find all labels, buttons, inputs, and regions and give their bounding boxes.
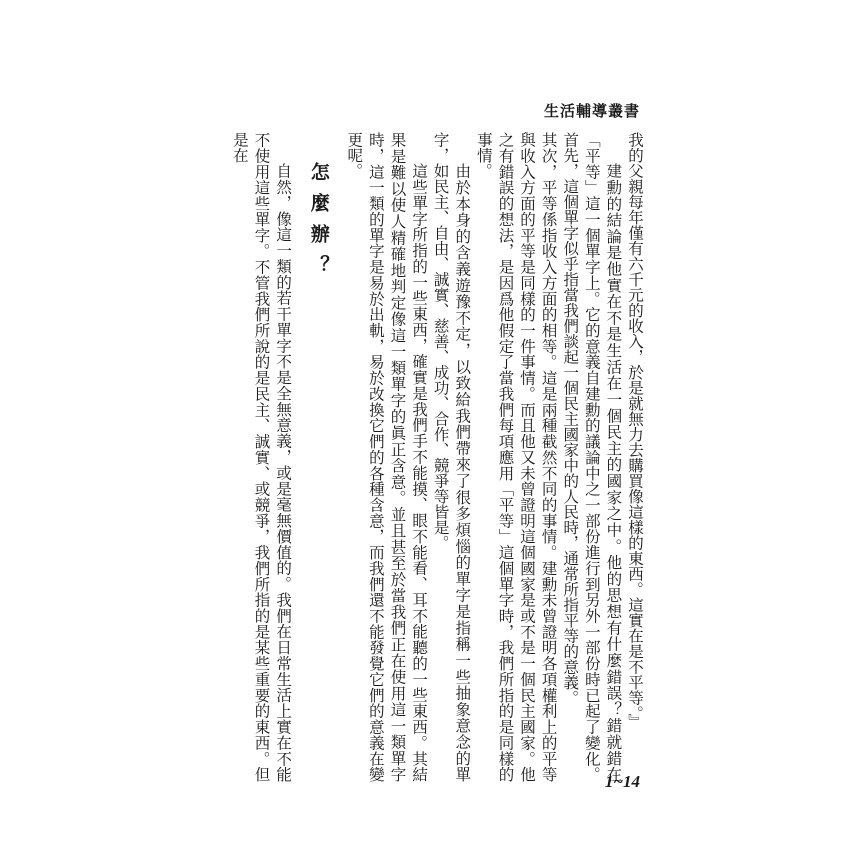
vertical-body-text bbox=[215, 132, 645, 782]
paragraph-5: 這些單字所指的一些東西，確實是我們手不能摸、眼不能看、耳不能聽的一些東西。其結果是難以使人精確地判定像這一類單字的眞正含意。並且甚至於當我們正在使用這一類單字時，這一類的單字是易於出軌，易於改換它們的各種含意，而我們還不能發覺它們的意義在變更呢。 bbox=[345, 132, 429, 782]
section-heading: 怎麼辦？ bbox=[307, 162, 330, 287]
paragraph-1: 我的父親每年僅有六千元的收入，於是就無力去購買像這樣的東西。這實在是不平等。』 bbox=[626, 132, 644, 729]
paragraph-6: 自然，像這一類的若干單字不是全無意義，或是毫無價值的。我們在日常生活上實在不能不使用這些單字。不管我們所說的是民主、誠實、或競爭，我們所指的是某些重要的東西。但是在 bbox=[230, 132, 293, 782]
series-title: 生活輔導叢書 bbox=[543, 102, 640, 120]
paragraph-3: 其次，平等係指收入方面的相等。這是兩種截然不同的事情。建勳未曾證明各項權利上的平等與收入方面的平等是同樣的一件事情。而且他又未曾證明這個國家是或不是一個民主國家。他之有錯誤的想法，是因爲他假定了當我們每項應用「平等」這個單字時，我們所指的是同樣的事情。 bbox=[474, 132, 558, 782]
paragraph-2: 建勳的結論是他實在不是生活在一個民主的國家之中。他的思想有什麼錯誤？錯就錯在「平等」這一個單字上。它的意義自建勳的議論中之一部份進行到另外一部份時已起了變化。首先，這個單字似乎指當我們談起一個民主國家中的人民時，通常所指平等的意義。 bbox=[561, 132, 623, 782]
page-number: 1~14 bbox=[604, 772, 640, 791]
paragraph-4: 由於本身的含義遊豫不定，以致給我們帶來了很多煩惱的單字是指稱一些抽象意念的單字，如民主、自由、誠實、慈善、成功、合作、競爭等皆是。 bbox=[431, 132, 472, 782]
